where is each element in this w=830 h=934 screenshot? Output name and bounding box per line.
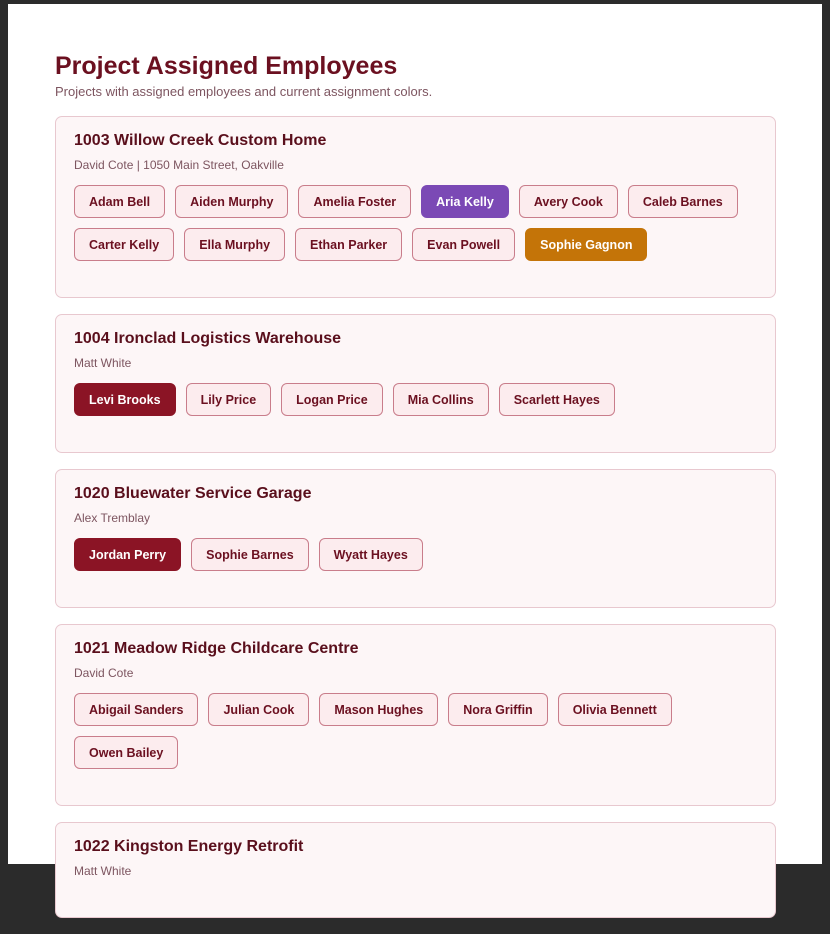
project-card — [55, 469, 776, 608]
employee-chip[interactable]: Caleb Barnes — [628, 185, 738, 218]
page-header — [55, 52, 432, 100]
project-card — [55, 822, 776, 918]
project-subtitle: Matt White — [74, 356, 132, 370]
employee-chip[interactable]: Mia Collins — [393, 383, 489, 416]
project-subtitle: David Cote — [74, 666, 134, 680]
project-card — [55, 624, 776, 806]
employee-chip[interactable]: Scarlett Hayes — [499, 383, 615, 416]
page-title: Project Assigned Employees — [55, 52, 398, 80]
document-page — [8, 4, 822, 878]
employee-chip[interactable]: Lily Price — [186, 383, 272, 416]
employee-chip[interactable]: Sophie Barnes — [191, 538, 309, 571]
employee-chip[interactable]: Mason Hughes — [319, 693, 438, 726]
employee-chip[interactable]: Aria Kelly — [421, 185, 509, 218]
page-subtitle: Projects with assigned employees and current assignment colors. — [55, 84, 433, 99]
project-title: 1003 Willow Creek Custom Home — [74, 132, 327, 149]
project-title: 1004 Ironclad Logistics Warehouse — [74, 330, 342, 347]
project-subtitle: Alex Tremblay — [74, 511, 151, 525]
employee-chip[interactable]: Logan Price — [281, 383, 383, 416]
employee-chip[interactable]: Jordan Perry — [74, 538, 181, 571]
employee-chip[interactable]: Adam Bell — [74, 185, 165, 218]
project-list — [55, 116, 776, 934]
project-subtitle: David Cote | 1050 Main Street, Oakville — [74, 158, 284, 172]
employee-chip[interactable]: Abigail Sanders — [74, 693, 198, 726]
employee-chip[interactable]: Levi Brooks — [74, 383, 176, 416]
employee-chip[interactable]: Sophie Gagnon — [525, 228, 647, 261]
project-card — [55, 116, 776, 298]
employee-chip[interactable]: Aiden Murphy — [175, 185, 288, 218]
employee-chip[interactable]: Nora Griffin — [448, 693, 547, 726]
employee-chip-list — [74, 383, 757, 452]
project-subtitle: Matt White — [74, 864, 132, 878]
employee-chip-list — [74, 185, 757, 297]
employee-chip[interactable]: Avery Cook — [519, 185, 618, 218]
employee-chip-list — [74, 891, 757, 917]
employee-chip[interactable]: Julian Cook — [208, 693, 309, 726]
employee-chip[interactable]: Ethan Parker — [295, 228, 402, 261]
project-title: 1022 Kingston Energy Retrofit — [74, 838, 304, 855]
employee-chip[interactable]: Owen Bailey — [74, 736, 178, 769]
employee-chip[interactable]: Ella Murphy — [184, 228, 285, 261]
project-title: 1021 Meadow Ridge Childcare Centre — [74, 640, 359, 657]
project-card — [55, 314, 776, 453]
employee-chip-list — [74, 693, 757, 805]
employee-chip[interactable]: Carter Kelly — [74, 228, 174, 261]
employee-chip[interactable]: Olivia Bennett — [558, 693, 672, 726]
employee-chip-list — [74, 538, 757, 607]
employee-chip[interactable]: Wyatt Hayes — [319, 538, 423, 571]
employee-chip[interactable]: Evan Powell — [412, 228, 515, 261]
project-title: 1020 Bluewater Service Garage — [74, 485, 312, 502]
employee-chip[interactable]: Amelia Foster — [298, 185, 411, 218]
